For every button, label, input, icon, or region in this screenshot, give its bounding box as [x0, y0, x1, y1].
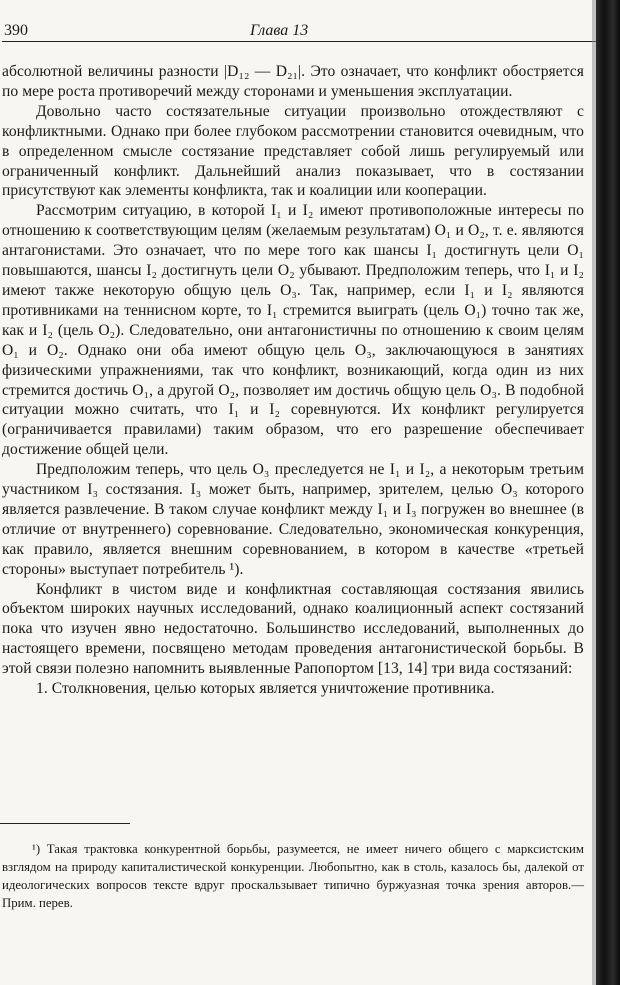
body-text	[2, 62, 584, 699]
paragraph-2: Довольно часто состязательные ситуации произвольно отождествляют с конфликтными. Однако при более глубоком рассмотрении становится очевидным, что в определенном смысле состязание представляет собой лишь регулируемый или ограниченный конфликт. Дальнейший анализ показывает, что в состязании присутствуют как элементы конфликта, так и коалиции или кооперации.	[2, 102, 584, 200]
footnote: ¹) Такая трактовка конкурентной борьбы, разумеется, не имеет ничего общего с марксистским взглядом на природу капиталистической конкуренции. Любопытно, как в столь, казалось бы, далекой от идеологических вопросов тексте вдруг проскальзывает типично буржуазная точка зрения авторов.— Прим. перев.	[2, 842, 584, 910]
paragraph-5: Конфликт в чистом виде и конфликтная составляющая состязания явились объектом широких научных исследований, однако коалиционный аспект состязаний пока что изучен явно недостаточно. Большинство исследований, выполненных до настоящего времени, посвящено методам проведения антагонистической борьбы. В этой связи полезно напомнить выявленные Рапопортом [13, 14] три вида состязаний:	[2, 580, 584, 678]
list-item-1: 1. Столкновения, целью которых является уничтожение противника.	[36, 680, 495, 698]
paragraph-4: Предположим теперь, что цель O₃ преследуется не I₁ и I₂, а некоторым третьим участником I₃ состязания. I₃ может быть, например, зрителем, целью O₃ которого является развлечение. В таком случае конфликт между I₁ и I₃ погружен во внешнее (в отличие от внутреннего) соревнование. Следовательно, экономическая конкуренция, как правило, является внешним соревнованием, в котором в качестве «третьей стороны» выступает потребитель ¹).	[2, 461, 584, 578]
paragraph-1: абсолютной величины разности |D₁₂ — D₂₁|. Это означает, что конфликт обостряется по мере роста противоречий между сторонами и уменьшения эксплуатации.	[2, 63, 584, 100]
page-number: 390	[4, 22, 28, 39]
footnote-rule	[0, 823, 130, 824]
page-header	[2, 10, 598, 42]
running-head: Глава 13	[250, 22, 309, 39]
book-spine-shadow	[596, 0, 620, 985]
header-rule	[2, 41, 598, 42]
paragraph-3: Рассмотрим ситуацию, в которой I₁ и I₂ имеют противоположные интересы по отношению к соответствующим целям (желаемым результатам) O₁ и O₂, т. е. являются антагонистами. Это означает, что по мере того как шансы I₁ достигнуть цели O₁ повышаются, шансы I₂ достигнуть цели O₂ убывают. Предположим теперь, что I₁ и I₂ имеют также некоторую общую цель O₃. Так, например, если I₁ и I₂ являются противниками на теннисном корте, то I₁ стремится выиграть (цель O₁) точно так же, как и I₂ (цель O₂). Следовательно, они антагонистичны по отношению к своим целям O₁ и O₂. Однако они оба имеют общую цель O₃, заключающуюся в занятиях физическими упражнениями, так что конфликт, возникающий, когда один из них стремится достичь O₁, а другой O₂, позволяет им достичь общую цель O₃. В подобной ситуации можно считать, что I₁ и I₂ соревнуются. Их конфликт регулируется (ограничивается правилами) таким образом, что его разрешение обеспечивает достижение общей цели.	[2, 202, 584, 459]
